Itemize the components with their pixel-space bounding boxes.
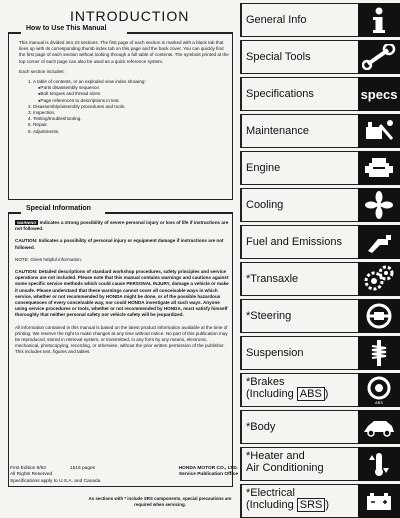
thumb-index-tabs (240, 0, 400, 518)
page-count: 1516 pages (70, 466, 96, 471)
how-to-subitem: ● Bolt torques and thread sizes. (38, 91, 229, 97)
info-icon (358, 3, 400, 37)
how-to-subitem: ● Parts disassembly sequence. (38, 85, 229, 91)
how-to-item: 4. Testing/troubleshooting. (28, 116, 82, 122)
specs-icon: specs (358, 77, 400, 111)
how-to-heading: How to Use This Manual (23, 25, 110, 32)
tab-special-tools[interactable]: Special Tools (240, 37, 400, 74)
how-to-use-section (8, 25, 233, 200)
fan-icon (358, 188, 400, 222)
special-heading: Special Information (23, 205, 94, 212)
wrench-icon (358, 40, 400, 74)
tab-body[interactable]: *Body (240, 407, 400, 444)
tab-cooling[interactable]: Cooling (240, 185, 400, 222)
caution-detail-text: CAUTION: Detailed descriptions of standard workshop procedures, safety principles and service operations are not included. Please note that this manual contains warnings and cautions against some specific service methods which could cause PERSONAL INJURY, damage a vehicle or make it unsafe. Please understand that these warnings cannot cover all conceivable ways in which service, whether or not recommended by HONDA might be done, or of the possible hazardous consequences of every conceivable way, nor could HONDA investigate all such ways. Anyone using service procedures or tools, whether or not recommended by HONDA, must satisfy himself thoroughly that neither personal safety nor vehicle safety will be jeopardized. (15, 269, 229, 318)
how-to-item: 1. A table of contents, or an exploded view index showing: (28, 79, 146, 85)
info-text: All information contained in this manual is based on the latest product information available at the time of printing. We reserve the right to make changes at any time without notice. No part of this publication may be reproduced, stored in retrieval system, or transmitted, in any form by any means, electronic, mechanical, photocopying, recording, or otherwise, without the prior written permission of the publisher. This includes text, figures and tables. (15, 324, 228, 355)
how-to-item: 2. Disassembly/assembly procedures and tools. (28, 103, 126, 109)
shock-absorber-icon (358, 336, 400, 370)
how-to-intro: This manual is divided into 23 sections. The first page of each section is marked with a black tab that lines up with its corresponding thumb index tab on this page and the back cover. You can quickly find the first page of each section without looking through a full table of contents. The symbols printed at the top corner of each page can also be used as a quick reference system. (19, 40, 229, 64)
how-to-subitem: ● Page references to descriptions in text. (38, 98, 229, 104)
tab-steering[interactable]: *Steering (240, 296, 400, 333)
company-name: HONDA MOTOR CO., LTD. (178, 466, 238, 471)
thermometer-icon (358, 447, 400, 481)
tab-electrical[interactable]: *Electrical (Including SRS ) (240, 481, 400, 518)
tab-heater-air-conditioning[interactable]: *Heater and Air Conditioning (240, 444, 400, 481)
how-to-item: 3. Inspection. (28, 110, 56, 116)
note-text: NOTE: Gives helpful information. (15, 256, 83, 262)
tab-brakes[interactable]: *Brakes (Including ABS ) ABS (240, 370, 400, 407)
how-to-item: 5. Repair. (28, 122, 48, 128)
srs-note: As sections with * include SRS components, special precautions are required when servicing. (88, 496, 232, 507)
gears-icon (358, 262, 400, 296)
warning-badge: WARNING (17, 220, 37, 225)
edition-text: First Edition 9/92 (10, 466, 46, 471)
engine-icon (358, 151, 400, 185)
tab-fuel-and-emissions[interactable]: Fuel and Emissions (240, 222, 400, 259)
how-to-lead: Each section includes: (19, 68, 65, 74)
tab-transaxle[interactable]: *Transaxle (240, 259, 400, 296)
tab-maintenance[interactable]: Maintenance (240, 111, 400, 148)
rights-text: All Rights Reserved (10, 472, 53, 478)
office-name: Service Publication Office (178, 472, 238, 478)
specs-apply-text: Specifications apply to U.S.A. and Canada (10, 478, 101, 484)
maintenance-icon (358, 114, 400, 148)
page-title: INTRODUCTION (70, 8, 190, 24)
steering-wheel-icon (358, 299, 400, 333)
special-information-section (8, 205, 233, 487)
warning-text: WARNING Indicates a strong possibility of severe personal injury or loss of life if instructions are not followed. (15, 220, 229, 232)
brake-disc-icon: ABS (358, 373, 400, 407)
tab-engine[interactable]: Engine (240, 148, 400, 185)
car-body-icon (358, 410, 400, 444)
battery-icon (358, 484, 400, 518)
caution-text: CAUTION: Indicates a possibility of personal injury or equipment damage if instructions are not followed. (15, 238, 224, 250)
tab-specifications[interactable]: Specifications specs (240, 74, 400, 111)
tab-suspension[interactable]: Suspension (240, 333, 400, 370)
fuel-nozzle-icon (358, 225, 400, 259)
tab-general-info[interactable]: General Info (240, 0, 400, 37)
how-to-item: 6. Adjustments. (28, 128, 60, 134)
